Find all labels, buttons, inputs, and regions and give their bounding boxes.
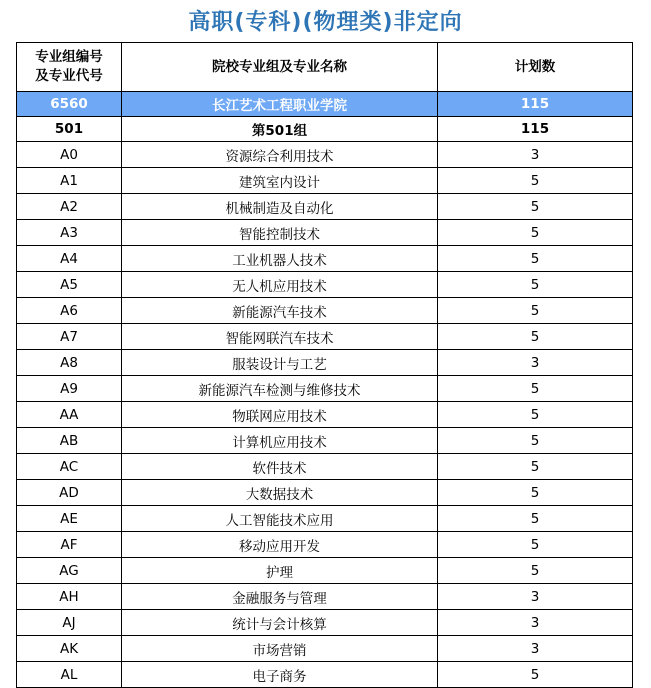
major-name: 金融服务与管理 [122, 584, 438, 610]
major-name: 计算机应用技术 [122, 428, 438, 454]
major-count: 5 [438, 324, 633, 350]
header-code-line1: 专业组编号 [35, 49, 103, 65]
header-row [17, 43, 633, 92]
major-name: 市场营销 [122, 636, 438, 662]
major-name: 工业机器人技术 [122, 246, 438, 272]
major-code: A2 [17, 194, 122, 220]
major-count: 3 [438, 610, 633, 636]
header-name: 院校专业组及专业名称 [122, 43, 438, 92]
major-name: 物联网应用技术 [122, 402, 438, 428]
major-code: A7 [17, 324, 122, 350]
table-row [17, 662, 633, 688]
table-row [17, 532, 633, 558]
major-code: A1 [17, 168, 122, 194]
major-count: 3 [438, 636, 633, 662]
table-row [17, 272, 633, 298]
major-name: 大数据技术 [122, 480, 438, 506]
major-count: 5 [438, 662, 633, 688]
major-count: 5 [438, 480, 633, 506]
major-name: 机械制造及自动化 [122, 194, 438, 220]
major-code: AK [17, 636, 122, 662]
group-row [17, 117, 633, 142]
table-row [17, 246, 633, 272]
major-count: 5 [438, 506, 633, 532]
group-name: 第501组 [122, 117, 438, 142]
header-code-line2: 及专业代号 [35, 68, 103, 84]
school-row [17, 92, 633, 117]
major-count: 5 [438, 532, 633, 558]
table-row [17, 584, 633, 610]
table-row [17, 194, 633, 220]
major-count: 3 [438, 584, 633, 610]
major-count: 5 [438, 272, 633, 298]
major-name: 人工智能技术应用 [122, 506, 438, 532]
major-code: AE [17, 506, 122, 532]
major-code: A6 [17, 298, 122, 324]
major-code: A3 [17, 220, 122, 246]
major-name: 电子商务 [122, 662, 438, 688]
table-row [17, 350, 633, 376]
major-name: 新能源汽车检测与维修技术 [122, 376, 438, 402]
major-name: 护理 [122, 558, 438, 584]
table-row [17, 506, 633, 532]
major-code: A4 [17, 246, 122, 272]
major-count: 5 [438, 428, 633, 454]
header-count: 计划数 [438, 43, 633, 92]
major-name: 智能控制技术 [122, 220, 438, 246]
group-count: 115 [438, 117, 633, 142]
major-name: 资源综合利用技术 [122, 142, 438, 168]
school-name: 长江艺术工程职业学院 [122, 92, 438, 117]
major-code: A5 [17, 272, 122, 298]
major-count: 5 [438, 558, 633, 584]
major-count: 5 [438, 168, 633, 194]
major-name: 软件技术 [122, 454, 438, 480]
school-count: 115 [438, 92, 633, 117]
group-code: 501 [17, 117, 122, 142]
major-count: 3 [438, 142, 633, 168]
major-name: 无人机应用技术 [122, 272, 438, 298]
major-name: 服装设计与工艺 [122, 350, 438, 376]
table-row [17, 376, 633, 402]
major-count: 5 [438, 376, 633, 402]
table-row [17, 558, 633, 584]
major-code: AD [17, 480, 122, 506]
major-name: 统计与会计核算 [122, 610, 438, 636]
page-title: 高职(专科)(物理类)非定向 [188, 9, 463, 35]
table-row [17, 142, 633, 168]
major-code: A8 [17, 350, 122, 376]
major-code: AL [17, 662, 122, 688]
major-name: 建筑室内设计 [122, 168, 438, 194]
table-row [17, 402, 633, 428]
table-row [17, 480, 633, 506]
major-code: A9 [17, 376, 122, 402]
major-count: 5 [438, 298, 633, 324]
major-code: AC [17, 454, 122, 480]
major-name: 移动应用开发 [122, 532, 438, 558]
school-code: 6560 [17, 92, 122, 117]
major-code: AH [17, 584, 122, 610]
major-count: 5 [438, 454, 633, 480]
major-code: AB [17, 428, 122, 454]
table-row [17, 428, 633, 454]
major-count: 5 [438, 194, 633, 220]
table-row [17, 610, 633, 636]
major-name: 新能源汽车技术 [122, 298, 438, 324]
major-code: AA [17, 402, 122, 428]
header-code [17, 43, 122, 92]
major-code: AG [17, 558, 122, 584]
major-code: A0 [17, 142, 122, 168]
table-row [17, 636, 633, 662]
major-code: AF [17, 532, 122, 558]
major-count: 3 [438, 350, 633, 376]
major-count: 5 [438, 246, 633, 272]
table-row [17, 454, 633, 480]
major-code: AJ [17, 610, 122, 636]
major-name: 智能网联汽车技术 [122, 324, 438, 350]
table-row [17, 168, 633, 194]
major-count: 5 [438, 220, 633, 246]
table-row [17, 298, 633, 324]
major-count: 5 [438, 402, 633, 428]
table-row [17, 324, 633, 350]
admission-plan-table [16, 42, 633, 688]
table-row [17, 220, 633, 246]
